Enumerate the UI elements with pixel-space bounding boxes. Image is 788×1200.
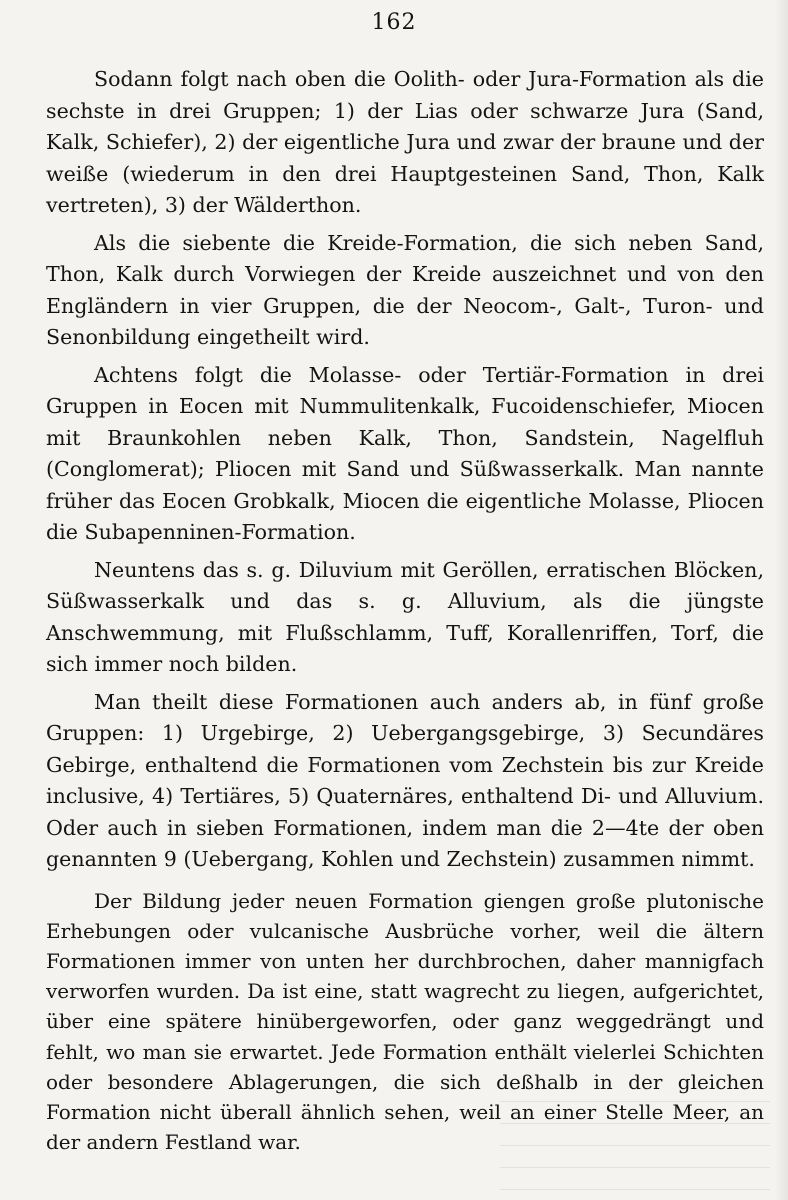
paragraph-diluvium-alluvium: Neuntens das s. g. Diluvium mit Geröllen, erratischen Blöcken, Süßwasserkalk und das s. g. Alluvium, als die jüngste Anschwemmung, mit Flußschlamm, Tuff, Korallenriffen, Torf, die sich immer noch bilden.	[46, 557, 764, 676]
page-number: 162	[371, 10, 417, 35]
bleed-through-texture	[500, 1080, 770, 1190]
paragraph-tertiaer-formation: Achtens folgt die Molasse- oder Tertiär-Formation in drei Gruppen in Eocen mit Nummulitenkalk, Fucoidenschiefer, Miocen mit Braunkohlen neben Kalk, Thon, Sandstein, Nagelfluh (Conglomerat); Pliocen mit Sand und Süßwasserkalk. Man nannte früher das Eocen Grobkalk, Miocen die eigentliche Molasse, Pliocen die Subapenninen-Formation.	[46, 362, 764, 544]
page-edge-shadow	[774, 0, 788, 1200]
paragraph-formation-upheavals: Der Bildung jeder neuen Formation giengen große plutonische Erhebungen oder vulcanische Ausbrüche vorher, weil die ältern Formationen immer von unten her durchbrochen, daher mannigfach verworfen wurden. Da ist eine, statt wagrecht zu liegen, aufgerichtet, über eine spätere hinübergeworfen, oder ganz weggedrängt und fehlt, wo man sie erwartet. Jede Formation enthält vielerlei Schichten oder besondere Ablagerungen, die sich deßhalb in der gleichen Formation nicht überall ähnlich sehen, weil an einer Stelle Meer, an der andern Festland war.	[46, 888, 764, 1155]
paragraph-formation-groups: Man theilt diese Formationen auch anders ab, in fünf große Gruppen: 1) Urgebirge, 2) Uebergangsgebirge, 3) Secundäres Gebirge, enthaltend die Formationen vom Zechstein bis zur Kreide inclusive, 4) Tertiäres, 5) Quaternäres, enthaltend Di- und Alluvium. Oder auch in sieben Formationen, indem man die 2—4te der oben genannten 9 (Uebergang, Kohlen und Zechstein) zusammen nimmt.	[46, 689, 764, 871]
body-text	[46, 64, 764, 1163]
paragraph-jura-formation: Sodann folgt nach oben die Oolith- oder Jura-Formation als die sechste in drei Gruppen; 1) der Lias oder schwarze Jura (Sand, Kalk, Schiefer), 2) der eigentliche Jura und zwar der braune und der weiße (wiederum in den drei Hauptgesteinen Sand, Thon, Kalk vertreten), 3) der Wälderthon.	[46, 67, 764, 217]
paragraph-kreide-formation: Als die siebente die Kreide-Formation, die sich neben Sand, Thon, Kalk durch Vorwiegen der Kreide auszeichnet und von den Engländern in vier Gruppen, die der Neocom-, Galt-, Turon- und Senonbildung eingetheilt wird.	[46, 230, 764, 349]
